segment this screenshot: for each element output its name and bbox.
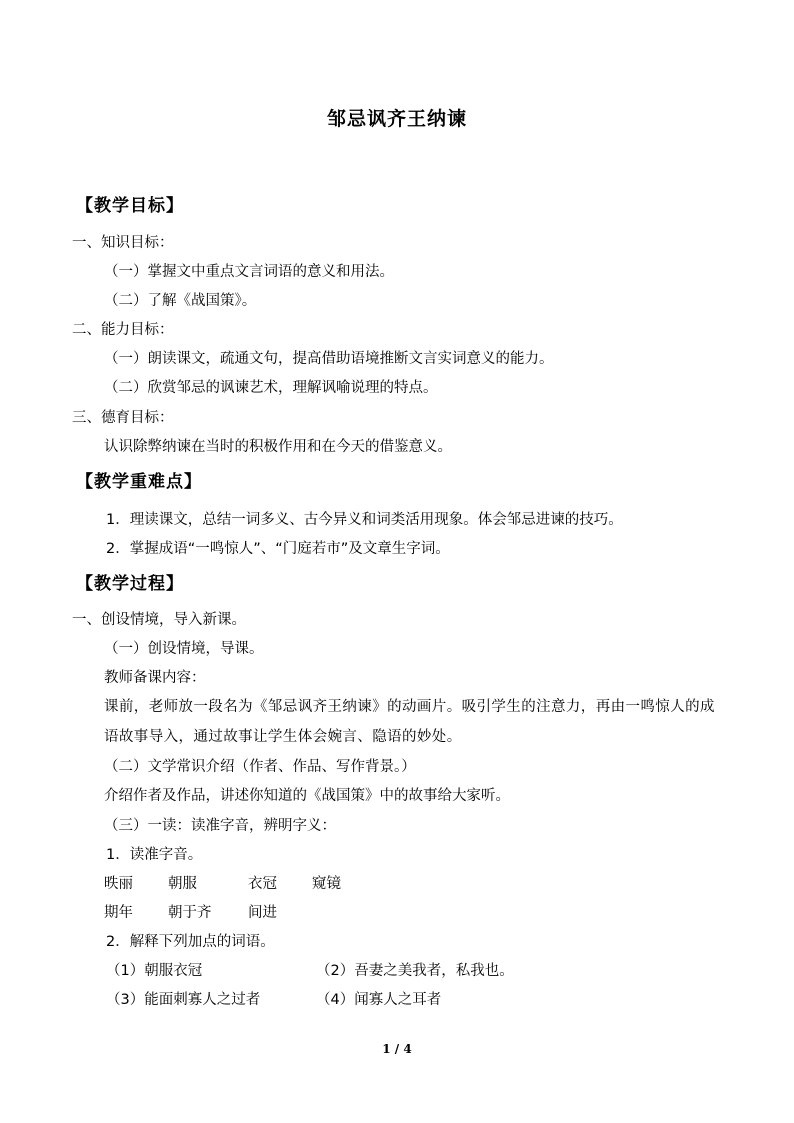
prep-label: 教师备课内容： (104, 670, 206, 686)
moral-goal-heading: 三、德育目标： (72, 410, 174, 426)
reading-task: 2．解释下列加点的词语。 (106, 934, 275, 950)
ability-goal-heading: 二、能力目标： (72, 322, 174, 338)
section-heading-key-points: 【教学重难点】 (76, 472, 202, 492)
section-heading-teaching-goals: 【教学目标】 (76, 196, 184, 216)
process-substep: （三）一读：读准字音，辨明字义： (104, 818, 336, 834)
ability-goal-item: （一）朗读课文，疏通文句，提高借助语境推断文言实词意义的能力。 (104, 351, 554, 367)
section-heading-teaching-process: 【教学过程】 (76, 574, 184, 594)
key-point-item: 2．掌握成语“一鸣惊人”、“门庭若市”及文章生字词。 (106, 541, 450, 557)
explain-item: （2）吾妻之美我者，私我也。 (316, 963, 514, 979)
vocab-word: 衣冠 (248, 876, 277, 892)
moral-goal-item: 认识除弊纳谏在当时的积极作用和在今天的借鉴意义。 (104, 439, 452, 455)
vocab-word: 期年 (104, 905, 133, 921)
vocab-word: 间进 (248, 905, 277, 921)
vocab-word: 朝服 (168, 876, 197, 892)
explain-item: （1）朝服衣冠 (106, 963, 203, 979)
vocab-word: 窥镜 (312, 876, 341, 892)
key-point-item: 1．理读课文，总结一词多义、古今异义和词类活用现象。体会邹忌进谏的技巧。 (106, 512, 623, 528)
process-step: 一、创设情境，导入新课。 (72, 612, 246, 628)
vocab-word: 昳丽 (104, 876, 133, 892)
vocab-word: 朝于齐 (168, 905, 212, 921)
process-substep-text: 介绍作者及作品，讲述你知道的《战国策》中的故事给大家听。 (104, 788, 510, 804)
process-substep: （二）文学常识介绍（作者、作品、写作背景。） (104, 759, 416, 775)
explain-item: （4）闻寡人之耳者 (316, 992, 442, 1008)
knowledge-goal-heading: 一、知识目标： (72, 235, 174, 251)
ability-goal-item: （二）欣赏邹忌的讽谏艺术，理解讽喻说理的特点。 (104, 380, 438, 396)
explain-item: （3）能面刺寡人之过者 (106, 992, 261, 1008)
knowledge-goal-item: （二）了解《战国策》。 (104, 293, 257, 309)
document-title: 邹忌讽齐王纳谏 (326, 108, 467, 130)
page-number: 1 / 4 (382, 1042, 412, 1056)
process-substep: （一）创设情境，导课。 (104, 641, 264, 657)
knowledge-goal-item: （一）掌握文中重点文言词语的意义和用法。 (104, 264, 394, 280)
prep-paragraph: 课前，老师放一段名为《邹忌讽齐王纳谏》的动画片。吸引学生的注意力，再由一鸣惊人的成语故事导入，通过故事让学生体会婉言、隐语的妙处。 (104, 699, 715, 745)
reading-task: 1．读准字音。 (106, 847, 203, 863)
